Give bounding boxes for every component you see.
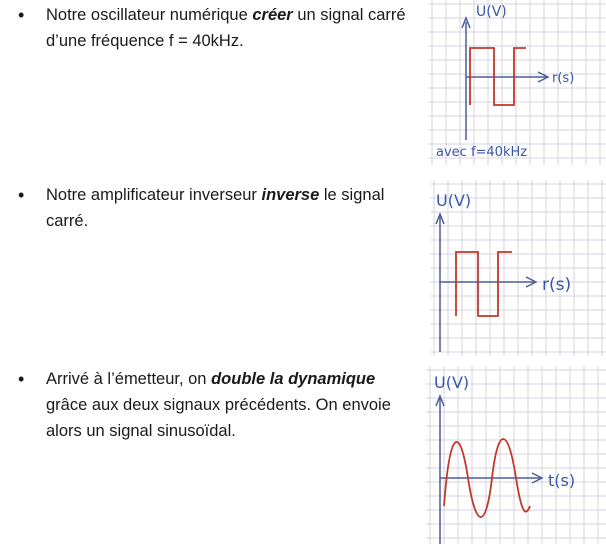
grid <box>428 0 606 165</box>
bullet-marker: • <box>18 5 25 25</box>
y-axis-label: U(V) <box>434 373 470 392</box>
y-axis-label: U(V) <box>476 4 507 20</box>
bullet-text-emitter: Arrivé à l’émetteur, on double la dynamique grâce aux deux signaux précédents. On envoie alors un signal sinusoïdal. <box>46 370 391 440</box>
x-axis-label: r(s) <box>552 71 575 86</box>
sketch-square-signal <box>428 0 606 165</box>
sketch-inverted-square-signal <box>430 180 606 356</box>
frequency-note: avec f=40kHz <box>436 145 528 160</box>
bullet-text-oscillator: Notre oscillateur numérique créer un signal carré d’une fréquence f = 40kHz. <box>46 6 406 50</box>
grid <box>426 366 606 544</box>
bullet-text-amplifier: Notre amplificateur inverseur inverse le signal carré. <box>46 186 385 230</box>
x-axis-label: r(s) <box>542 275 572 295</box>
sketch-sine-signal <box>426 366 606 544</box>
emphasis-inverse: inverse <box>261 186 320 204</box>
y-axis-label: U(V) <box>436 191 472 210</box>
emphasis-double-dynamique: double la dynamique <box>211 370 376 388</box>
bullet-marker: • <box>18 185 25 205</box>
emphasis-creer: créer <box>252 6 293 24</box>
bullet-marker: • <box>18 369 25 389</box>
x-axis-label: t(s) <box>548 471 576 490</box>
